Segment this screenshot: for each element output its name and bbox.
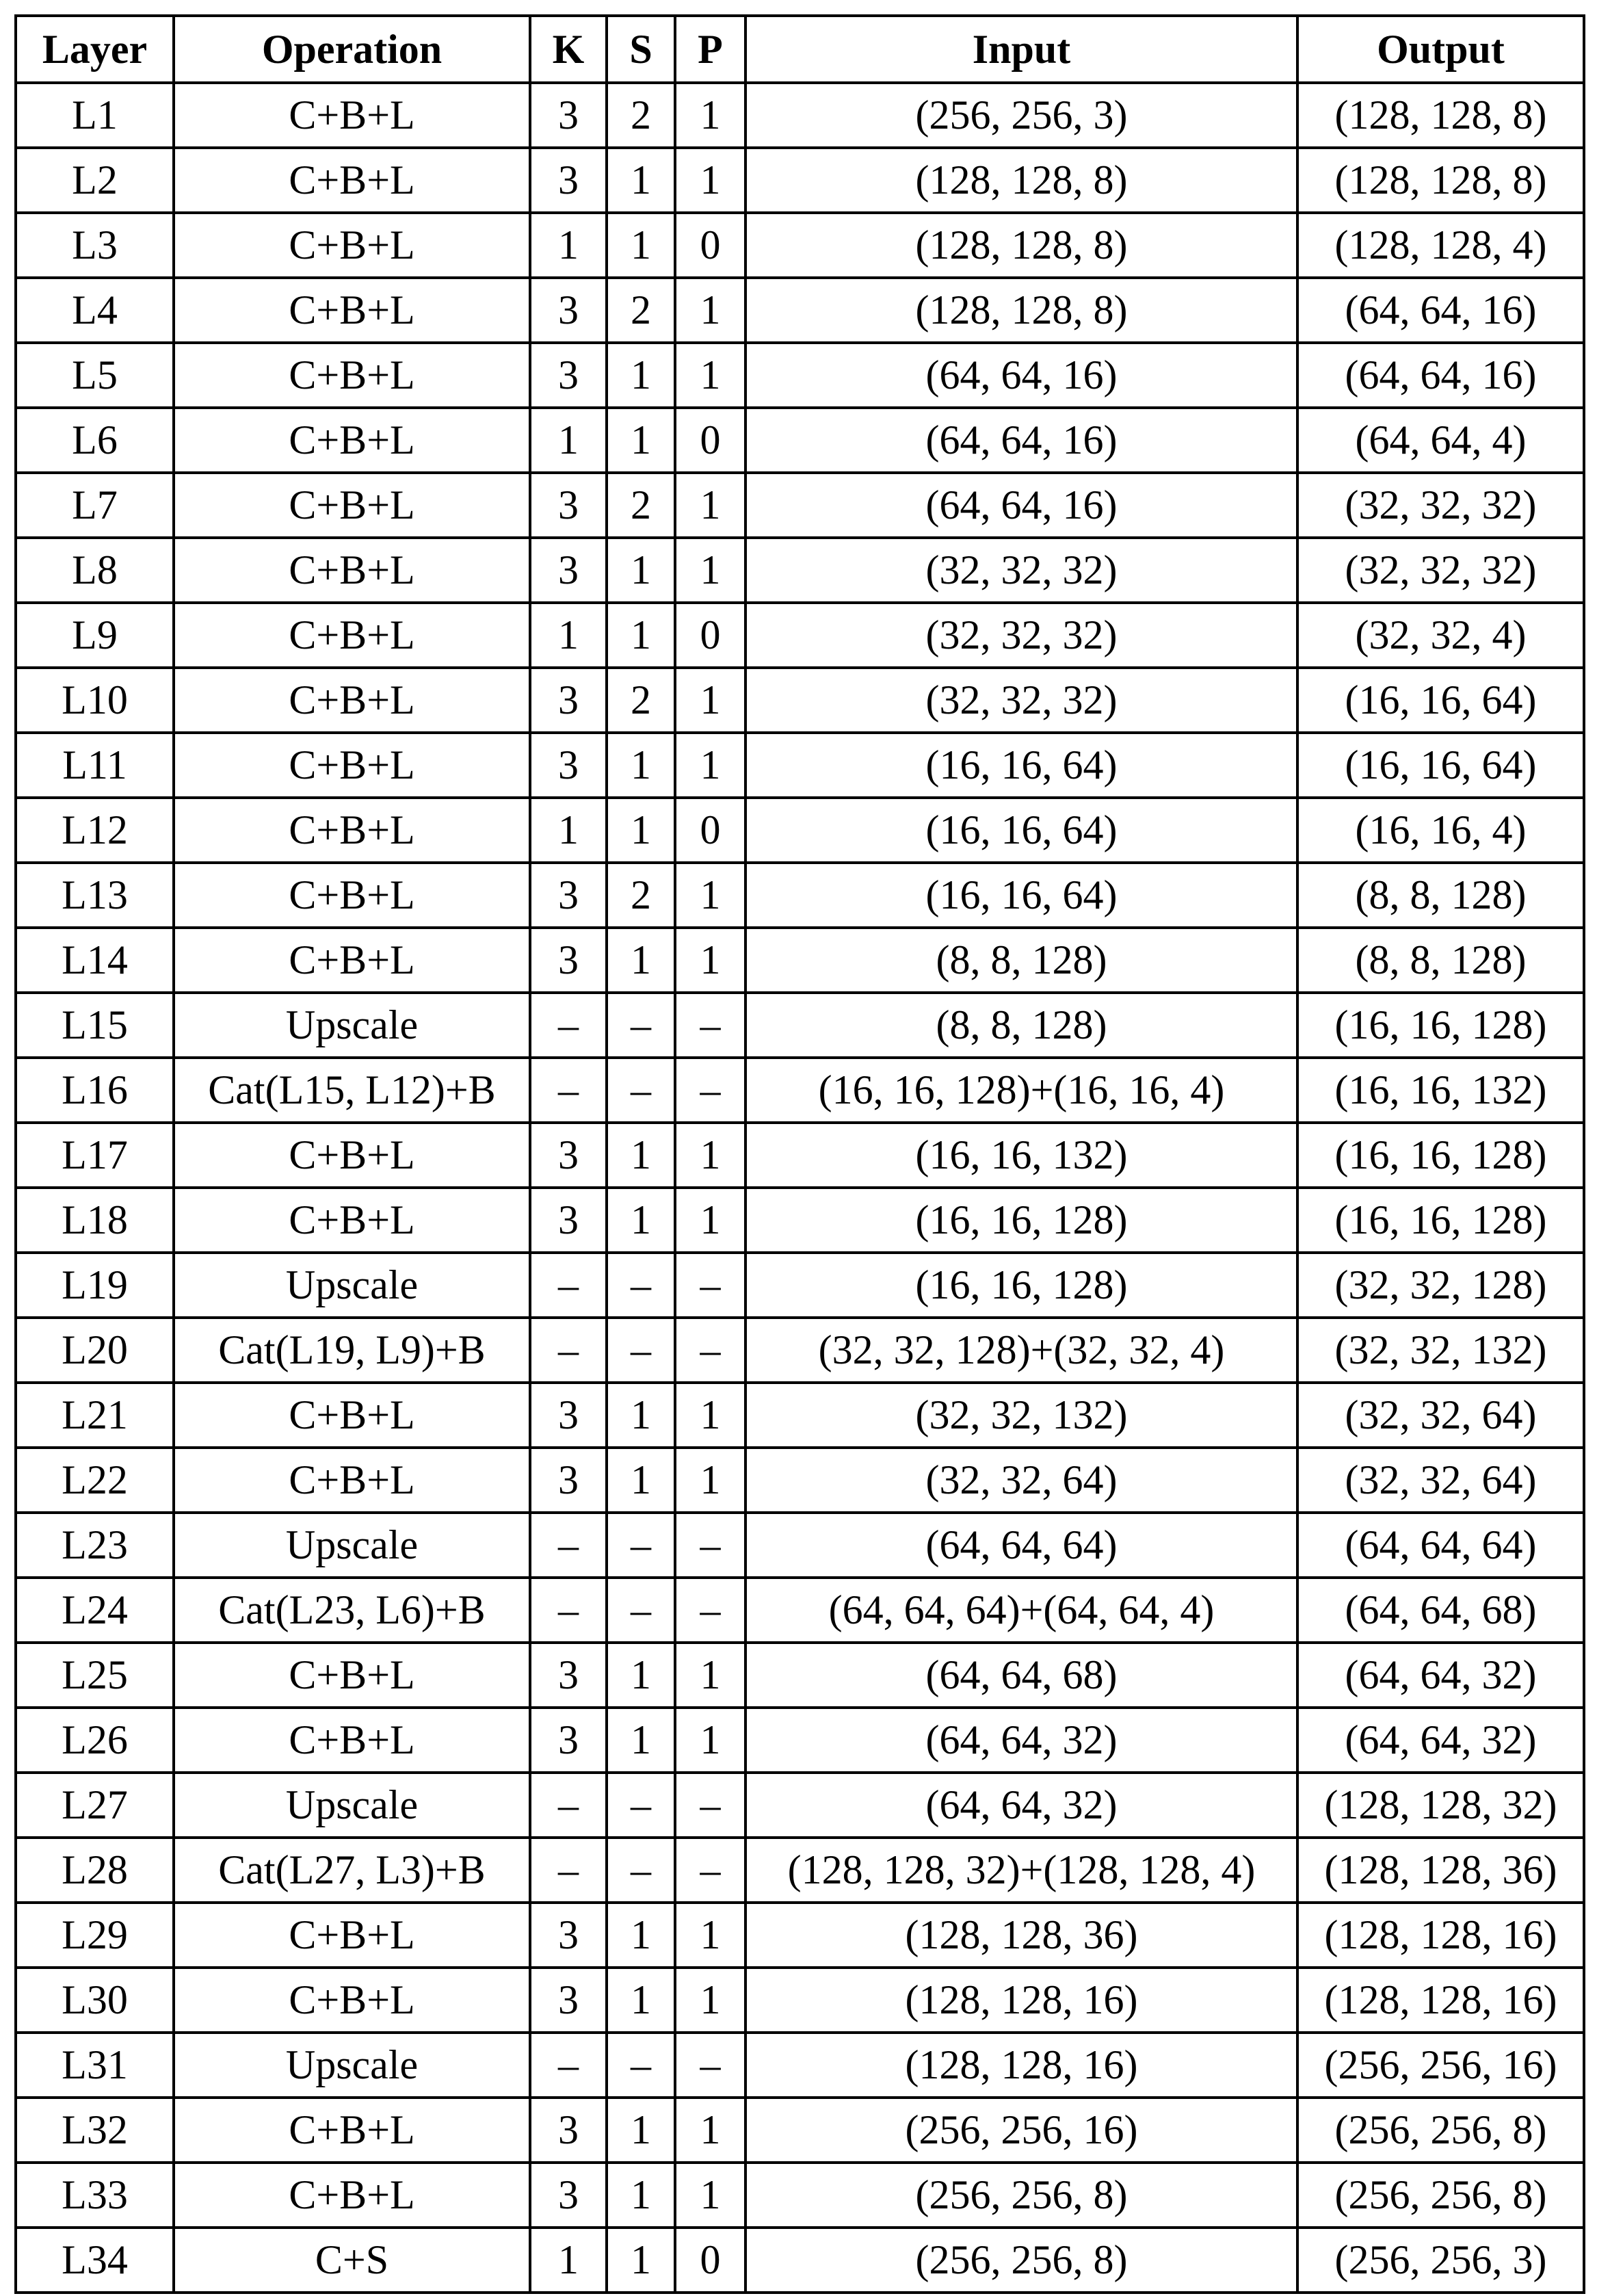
table-row bbox=[16, 928, 1584, 993]
table-row bbox=[16, 1578, 1584, 1643]
output-cell: (256, 256, 8) bbox=[1297, 2163, 1584, 2228]
layer-cell: L19 bbox=[16, 1253, 174, 1318]
kernel-cell: 3 bbox=[530, 1383, 607, 1448]
kernel-cell: 3 bbox=[530, 1968, 607, 2033]
layer-cell: L25 bbox=[16, 1643, 174, 1708]
kernel-cell: 3 bbox=[530, 538, 607, 603]
output-cell: (64, 64, 4) bbox=[1297, 408, 1584, 473]
kernel-cell: 3 bbox=[530, 668, 607, 733]
kernel-cell: – bbox=[530, 2033, 607, 2098]
input-cell: (32, 32, 128)+(32, 32, 4) bbox=[745, 1318, 1297, 1383]
output-cell: (16, 16, 128) bbox=[1297, 993, 1584, 1058]
layer-cell: L17 bbox=[16, 1123, 174, 1188]
output-cell: (32, 32, 4) bbox=[1297, 603, 1584, 668]
layer-cell: L33 bbox=[16, 2163, 174, 2228]
output-cell: (64, 64, 32) bbox=[1297, 1643, 1584, 1708]
input-cell: (64, 64, 64) bbox=[745, 1513, 1297, 1578]
operation-cell: C+B+L bbox=[174, 278, 530, 343]
input-cell: (256, 256, 3) bbox=[745, 83, 1297, 148]
input-cell: (32, 32, 132) bbox=[745, 1383, 1297, 1448]
operation-cell: C+B+L bbox=[174, 668, 530, 733]
layer-cell: L3 bbox=[16, 213, 174, 278]
input-cell: (128, 128, 8) bbox=[745, 278, 1297, 343]
padding-cell: 1 bbox=[675, 863, 745, 928]
table-row bbox=[16, 278, 1584, 343]
layer-cell: L29 bbox=[16, 1903, 174, 1968]
padding-cell: 1 bbox=[675, 343, 745, 408]
padding-cell: – bbox=[675, 1773, 745, 1838]
stride-cell: 1 bbox=[607, 603, 675, 668]
padding-cell: 1 bbox=[675, 733, 745, 798]
kernel-cell: 1 bbox=[530, 603, 607, 668]
input-cell: (64, 64, 16) bbox=[745, 473, 1297, 538]
operation-cell: Upscale bbox=[174, 1253, 530, 1318]
table-row bbox=[16, 1448, 1584, 1513]
layer-cell: L26 bbox=[16, 1708, 174, 1773]
table-row bbox=[16, 213, 1584, 278]
operation-cell: C+B+L bbox=[174, 1708, 530, 1773]
operation-cell: C+B+L bbox=[174, 863, 530, 928]
kernel-cell: – bbox=[530, 1318, 607, 1383]
layer-cell: L34 bbox=[16, 2228, 174, 2293]
output-cell: (16, 16, 4) bbox=[1297, 798, 1584, 863]
table-row bbox=[16, 1318, 1584, 1383]
input-cell: (256, 256, 8) bbox=[745, 2163, 1297, 2228]
output-cell: (128, 128, 32) bbox=[1297, 1773, 1584, 1838]
padding-cell: 1 bbox=[675, 278, 745, 343]
stride-cell: – bbox=[607, 1253, 675, 1318]
table-row bbox=[16, 993, 1584, 1058]
layer-cell: L21 bbox=[16, 1383, 174, 1448]
input-cell: (128, 128, 32)+(128, 128, 4) bbox=[745, 1838, 1297, 1903]
output-cell: (8, 8, 128) bbox=[1297, 928, 1584, 993]
output-cell: (16, 16, 128) bbox=[1297, 1188, 1584, 1253]
input-cell: (8, 8, 128) bbox=[745, 928, 1297, 993]
input-cell: (32, 32, 32) bbox=[745, 538, 1297, 603]
operation-cell: C+B+L bbox=[174, 733, 530, 798]
input-cell: (64, 64, 64)+(64, 64, 4) bbox=[745, 1578, 1297, 1643]
kernel-cell: 3 bbox=[530, 928, 607, 993]
kernel-cell: 3 bbox=[530, 2163, 607, 2228]
header-kernel: K bbox=[530, 16, 607, 83]
stride-cell: 1 bbox=[607, 1968, 675, 2033]
layer-cell: L31 bbox=[16, 2033, 174, 2098]
padding-cell: 1 bbox=[675, 1188, 745, 1253]
input-cell: (32, 32, 32) bbox=[745, 668, 1297, 733]
table-row bbox=[16, 668, 1584, 733]
table-row bbox=[16, 733, 1584, 798]
layer-table bbox=[14, 14, 1585, 2294]
padding-cell: 1 bbox=[675, 1448, 745, 1513]
padding-cell: 1 bbox=[675, 1383, 745, 1448]
operation-cell: C+B+L bbox=[174, 148, 530, 213]
input-cell: (64, 64, 16) bbox=[745, 408, 1297, 473]
operation-cell: C+B+L bbox=[174, 2098, 530, 2163]
input-cell: (32, 32, 64) bbox=[745, 1448, 1297, 1513]
table-row bbox=[16, 1383, 1584, 1448]
table-row bbox=[16, 1123, 1584, 1188]
operation-cell: C+B+L bbox=[174, 928, 530, 993]
operation-cell: C+B+L bbox=[174, 83, 530, 148]
kernel-cell: 1 bbox=[530, 2228, 607, 2293]
padding-cell: – bbox=[675, 1838, 745, 1903]
stride-cell: 1 bbox=[607, 1708, 675, 1773]
stride-cell: 1 bbox=[607, 2163, 675, 2228]
operation-cell: Upscale bbox=[174, 2033, 530, 2098]
stride-cell: 1 bbox=[607, 733, 675, 798]
padding-cell: 1 bbox=[675, 1708, 745, 1773]
layer-cell: L30 bbox=[16, 1968, 174, 2033]
table-row bbox=[16, 1513, 1584, 1578]
stride-cell: 1 bbox=[607, 148, 675, 213]
operation-cell: C+B+L bbox=[174, 1123, 530, 1188]
operation-cell: C+B+L bbox=[174, 1383, 530, 1448]
input-cell: (16, 16, 132) bbox=[745, 1123, 1297, 1188]
operation-cell: C+B+L bbox=[174, 603, 530, 668]
padding-cell: – bbox=[675, 1058, 745, 1123]
table-row bbox=[16, 1838, 1584, 1903]
padding-cell: 1 bbox=[675, 928, 745, 993]
operation-cell: C+B+L bbox=[174, 538, 530, 603]
table-row bbox=[16, 1643, 1584, 1708]
stride-cell: 1 bbox=[607, 213, 675, 278]
kernel-cell: 3 bbox=[530, 2098, 607, 2163]
stride-cell: 1 bbox=[607, 798, 675, 863]
operation-cell: Upscale bbox=[174, 1773, 530, 1838]
table-row bbox=[16, 1773, 1584, 1838]
kernel-cell: 3 bbox=[530, 1448, 607, 1513]
output-cell: (128, 128, 8) bbox=[1297, 148, 1584, 213]
output-cell: (64, 64, 32) bbox=[1297, 1708, 1584, 1773]
stride-cell: 2 bbox=[607, 668, 675, 733]
layer-cell: L27 bbox=[16, 1773, 174, 1838]
padding-cell: 1 bbox=[675, 2098, 745, 2163]
padding-cell: 0 bbox=[675, 213, 745, 278]
operation-cell: C+B+L bbox=[174, 1448, 530, 1513]
kernel-cell: 3 bbox=[530, 278, 607, 343]
kernel-cell: 3 bbox=[530, 1188, 607, 1253]
stride-cell: – bbox=[607, 1838, 675, 1903]
stride-cell: – bbox=[607, 993, 675, 1058]
table-row bbox=[16, 473, 1584, 538]
layer-cell: L2 bbox=[16, 148, 174, 213]
operation-cell: C+B+L bbox=[174, 2163, 530, 2228]
padding-cell: 1 bbox=[675, 1903, 745, 1968]
stride-cell: – bbox=[607, 1318, 675, 1383]
table-row bbox=[16, 538, 1584, 603]
kernel-cell: 3 bbox=[530, 733, 607, 798]
output-cell: (32, 32, 32) bbox=[1297, 473, 1584, 538]
kernel-cell: 3 bbox=[530, 1708, 607, 1773]
kernel-cell: – bbox=[530, 1838, 607, 1903]
table-row bbox=[16, 603, 1584, 668]
output-cell: (32, 32, 64) bbox=[1297, 1448, 1584, 1513]
input-cell: (128, 128, 16) bbox=[745, 1968, 1297, 2033]
input-cell: (16, 16, 64) bbox=[745, 733, 1297, 798]
table-row bbox=[16, 2033, 1584, 2098]
header-row bbox=[16, 16, 1584, 83]
layer-cell: L10 bbox=[16, 668, 174, 733]
output-cell: (16, 16, 132) bbox=[1297, 1058, 1584, 1123]
stride-cell: 1 bbox=[607, 538, 675, 603]
output-cell: (128, 128, 4) bbox=[1297, 213, 1584, 278]
layer-cell: L28 bbox=[16, 1838, 174, 1903]
padding-cell: 1 bbox=[675, 2163, 745, 2228]
table-row bbox=[16, 1188, 1584, 1253]
padding-cell: – bbox=[675, 1513, 745, 1578]
padding-cell: 0 bbox=[675, 603, 745, 668]
output-cell: (256, 256, 8) bbox=[1297, 2098, 1584, 2163]
table-row bbox=[16, 2228, 1584, 2293]
layer-cell: L11 bbox=[16, 733, 174, 798]
table-row bbox=[16, 2098, 1584, 2163]
input-cell: (8, 8, 128) bbox=[745, 993, 1297, 1058]
padding-cell: – bbox=[675, 993, 745, 1058]
layer-cell: L4 bbox=[16, 278, 174, 343]
output-cell: (32, 32, 64) bbox=[1297, 1383, 1584, 1448]
stride-cell: 1 bbox=[607, 1188, 675, 1253]
input-cell: (64, 64, 16) bbox=[745, 343, 1297, 408]
kernel-cell: 3 bbox=[530, 1903, 607, 1968]
stride-cell: – bbox=[607, 1513, 675, 1578]
header-operation: Operation bbox=[174, 16, 530, 83]
padding-cell: 0 bbox=[675, 2228, 745, 2293]
padding-cell: – bbox=[675, 2033, 745, 2098]
output-cell: (256, 256, 16) bbox=[1297, 2033, 1584, 2098]
output-cell: (64, 64, 16) bbox=[1297, 343, 1584, 408]
layer-cell: L23 bbox=[16, 1513, 174, 1578]
stride-cell: 1 bbox=[607, 2098, 675, 2163]
kernel-cell: 3 bbox=[530, 148, 607, 213]
input-cell: (16, 16, 64) bbox=[745, 863, 1297, 928]
input-cell: (64, 64, 32) bbox=[745, 1708, 1297, 1773]
operation-cell: C+B+L bbox=[174, 408, 530, 473]
output-cell: (128, 128, 8) bbox=[1297, 83, 1584, 148]
input-cell: (32, 32, 32) bbox=[745, 603, 1297, 668]
padding-cell: 0 bbox=[675, 798, 745, 863]
operation-cell: C+B+L bbox=[174, 1188, 530, 1253]
table-row bbox=[16, 148, 1584, 213]
operation-cell: C+B+L bbox=[174, 1903, 530, 1968]
table-row bbox=[16, 1253, 1584, 1318]
table-body bbox=[16, 83, 1584, 2293]
layer-cell: L22 bbox=[16, 1448, 174, 1513]
header-stride: S bbox=[607, 16, 675, 83]
input-cell: (16, 16, 128)+(16, 16, 4) bbox=[745, 1058, 1297, 1123]
padding-cell: – bbox=[675, 1318, 745, 1383]
kernel-cell: 3 bbox=[530, 83, 607, 148]
operation-cell: C+B+L bbox=[174, 473, 530, 538]
output-cell: (128, 128, 16) bbox=[1297, 1968, 1584, 2033]
table-row bbox=[16, 343, 1584, 408]
layer-cell: L18 bbox=[16, 1188, 174, 1253]
kernel-cell: – bbox=[530, 1773, 607, 1838]
header-output: Output bbox=[1297, 16, 1584, 83]
output-cell: (16, 16, 128) bbox=[1297, 1123, 1584, 1188]
layer-cell: L15 bbox=[16, 993, 174, 1058]
kernel-cell: 1 bbox=[530, 798, 607, 863]
layer-cell: L32 bbox=[16, 2098, 174, 2163]
input-cell: (64, 64, 32) bbox=[745, 1773, 1297, 1838]
operation-cell: Upscale bbox=[174, 993, 530, 1058]
output-cell: (32, 32, 128) bbox=[1297, 1253, 1584, 1318]
header-layer: Layer bbox=[16, 16, 174, 83]
kernel-cell: – bbox=[530, 1578, 607, 1643]
kernel-cell: 3 bbox=[530, 343, 607, 408]
operation-cell: Cat(L27, L3)+B bbox=[174, 1838, 530, 1903]
stride-cell: – bbox=[607, 2033, 675, 2098]
output-cell: (128, 128, 16) bbox=[1297, 1903, 1584, 1968]
stride-cell: 2 bbox=[607, 473, 675, 538]
kernel-cell: 3 bbox=[530, 1643, 607, 1708]
layer-cell: L14 bbox=[16, 928, 174, 993]
stride-cell: 1 bbox=[607, 2228, 675, 2293]
kernel-cell: – bbox=[530, 1513, 607, 1578]
header-input: Input bbox=[745, 16, 1297, 83]
table-row bbox=[16, 863, 1584, 928]
output-cell: (256, 256, 3) bbox=[1297, 2228, 1584, 2293]
padding-cell: 1 bbox=[675, 1643, 745, 1708]
kernel-cell: – bbox=[530, 1058, 607, 1123]
layer-cell: L9 bbox=[16, 603, 174, 668]
operation-cell: Cat(L23, L6)+B bbox=[174, 1578, 530, 1643]
kernel-cell: 3 bbox=[530, 1123, 607, 1188]
stride-cell: 1 bbox=[607, 408, 675, 473]
padding-cell: – bbox=[675, 1578, 745, 1643]
operation-cell: C+S bbox=[174, 2228, 530, 2293]
layer-cell: L16 bbox=[16, 1058, 174, 1123]
kernel-cell: 1 bbox=[530, 408, 607, 473]
input-cell: (256, 256, 16) bbox=[745, 2098, 1297, 2163]
header-padding: P bbox=[675, 16, 745, 83]
layer-cell: L13 bbox=[16, 863, 174, 928]
stride-cell: – bbox=[607, 1773, 675, 1838]
table-row bbox=[16, 1968, 1584, 2033]
stride-cell: 2 bbox=[607, 278, 675, 343]
stride-cell: 1 bbox=[607, 343, 675, 408]
layer-cell: L7 bbox=[16, 473, 174, 538]
stride-cell: 1 bbox=[607, 1448, 675, 1513]
operation-cell: C+B+L bbox=[174, 1643, 530, 1708]
padding-cell: 1 bbox=[675, 148, 745, 213]
output-cell: (32, 32, 32) bbox=[1297, 538, 1584, 603]
input-cell: (64, 64, 68) bbox=[745, 1643, 1297, 1708]
layer-cell: L12 bbox=[16, 798, 174, 863]
layer-cell: L5 bbox=[16, 343, 174, 408]
stride-cell: 2 bbox=[607, 83, 675, 148]
output-cell: (64, 64, 68) bbox=[1297, 1578, 1584, 1643]
padding-cell: 1 bbox=[675, 538, 745, 603]
output-cell: (8, 8, 128) bbox=[1297, 863, 1584, 928]
output-cell: (128, 128, 36) bbox=[1297, 1838, 1584, 1903]
table-row bbox=[16, 798, 1584, 863]
stride-cell: 2 bbox=[607, 863, 675, 928]
operation-cell: Cat(L15, L12)+B bbox=[174, 1058, 530, 1123]
input-cell: (256, 256, 8) bbox=[745, 2228, 1297, 2293]
operation-cell: Cat(L19, L9)+B bbox=[174, 1318, 530, 1383]
table-row bbox=[16, 408, 1584, 473]
output-cell: (64, 64, 64) bbox=[1297, 1513, 1584, 1578]
kernel-cell: 1 bbox=[530, 213, 607, 278]
kernel-cell: – bbox=[530, 993, 607, 1058]
padding-cell: 0 bbox=[675, 408, 745, 473]
table-row bbox=[16, 1708, 1584, 1773]
kernel-cell: 3 bbox=[530, 473, 607, 538]
padding-cell: 1 bbox=[675, 668, 745, 733]
input-cell: (128, 128, 8) bbox=[745, 148, 1297, 213]
operation-cell: C+B+L bbox=[174, 1968, 530, 2033]
operation-cell: Upscale bbox=[174, 1513, 530, 1578]
input-cell: (16, 16, 128) bbox=[745, 1188, 1297, 1253]
stride-cell: 1 bbox=[607, 1903, 675, 1968]
output-cell: (16, 16, 64) bbox=[1297, 733, 1584, 798]
stride-cell: 1 bbox=[607, 1123, 675, 1188]
input-cell: (128, 128, 36) bbox=[745, 1903, 1297, 1968]
padding-cell: – bbox=[675, 1253, 745, 1318]
stride-cell: – bbox=[607, 1058, 675, 1123]
padding-cell: 1 bbox=[675, 473, 745, 538]
kernel-cell: 3 bbox=[530, 863, 607, 928]
stride-cell: 1 bbox=[607, 1643, 675, 1708]
stride-cell: – bbox=[607, 1578, 675, 1643]
kernel-cell: – bbox=[530, 1253, 607, 1318]
stride-cell: 1 bbox=[607, 928, 675, 993]
padding-cell: 1 bbox=[675, 83, 745, 148]
input-cell: (128, 128, 8) bbox=[745, 213, 1297, 278]
output-cell: (16, 16, 64) bbox=[1297, 668, 1584, 733]
table-row bbox=[16, 1903, 1584, 1968]
table-row bbox=[16, 2163, 1584, 2228]
layer-cell: L1 bbox=[16, 83, 174, 148]
input-cell: (128, 128, 16) bbox=[745, 2033, 1297, 2098]
stride-cell: 1 bbox=[607, 1383, 675, 1448]
input-cell: (16, 16, 64) bbox=[745, 798, 1297, 863]
padding-cell: 1 bbox=[675, 1123, 745, 1188]
layer-cell: L24 bbox=[16, 1578, 174, 1643]
layer-cell: L20 bbox=[16, 1318, 174, 1383]
table-row bbox=[16, 83, 1584, 148]
operation-cell: C+B+L bbox=[174, 798, 530, 863]
table-row bbox=[16, 1058, 1584, 1123]
layer-cell: L8 bbox=[16, 538, 174, 603]
output-cell: (32, 32, 132) bbox=[1297, 1318, 1584, 1383]
operation-cell: C+B+L bbox=[174, 213, 530, 278]
padding-cell: 1 bbox=[675, 1968, 745, 2033]
layer-cell: L6 bbox=[16, 408, 174, 473]
operation-cell: C+B+L bbox=[174, 343, 530, 408]
input-cell: (16, 16, 128) bbox=[745, 1253, 1297, 1318]
output-cell: (64, 64, 16) bbox=[1297, 278, 1584, 343]
